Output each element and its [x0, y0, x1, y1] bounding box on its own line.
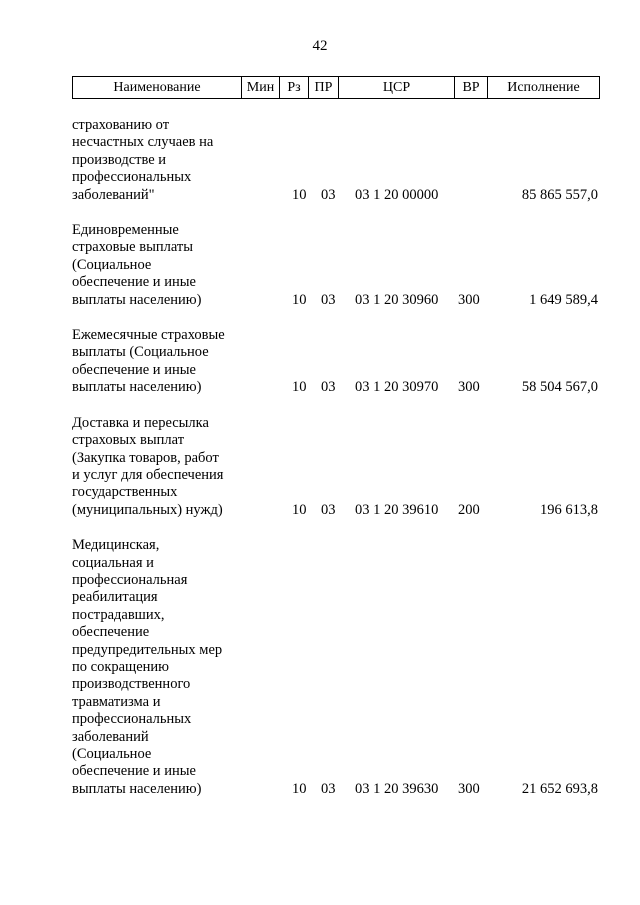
header-csr: ЦСР — [339, 77, 455, 98]
row-pr: 03 — [321, 186, 336, 203]
row-vr: 300 — [458, 379, 480, 396]
row-csr: 03 1 20 30970 — [355, 379, 439, 396]
row-rz: 10 — [292, 780, 307, 797]
table-body — [72, 117, 600, 816]
row-isp: 1 649 589,4 — [529, 291, 598, 308]
table-row — [72, 117, 600, 204]
row-pr: 03 — [321, 379, 336, 396]
table-header — [72, 76, 600, 99]
row-isp: 21 652 693,8 — [521, 780, 598, 797]
row-vr: 300 — [458, 291, 480, 308]
row-name: Единовременные страховые выплаты (Социальное обеспечение и иные выплаты населению) — [72, 222, 202, 308]
header-vr: ВР — [455, 77, 488, 98]
header-min: Мин — [242, 77, 280, 98]
row-pr: 03 — [321, 780, 336, 797]
header-name: Наименование — [73, 77, 242, 98]
row-csr: 03 1 20 39630 — [355, 780, 439, 797]
row-isp: 196 613,8 — [540, 501, 598, 518]
row-vr: 300 — [458, 780, 480, 797]
row-name: Доставка и пересылка страховых выплат (Закупка товаров, работ и услуг для обеспечения государственных (муниципальных) нужд) — [72, 414, 224, 518]
header-isp: Исполнение — [507, 79, 580, 95]
table-row — [72, 327, 600, 397]
row-rz: 10 — [292, 186, 307, 203]
row-pr: 03 — [321, 501, 336, 518]
row-rz: 10 — [292, 379, 307, 396]
row-name: Ежемесячные страховые выплаты (Социальное обеспечение и иные выплаты населению) — [72, 327, 225, 396]
row-rz: 10 — [292, 291, 307, 308]
header-pr: ПР — [309, 77, 339, 98]
row-name: страхованию от несчастных случаев на производстве и профессиональных заболеваний" — [72, 117, 214, 203]
row-csr: 03 1 20 30960 — [355, 291, 439, 308]
table-row — [72, 537, 600, 798]
row-pr: 03 — [321, 291, 336, 308]
row-isp: 85 865 557,0 — [521, 186, 598, 203]
table-row — [72, 222, 600, 309]
row-csr: 03 1 20 39610 — [355, 501, 439, 518]
row-name: Медицинская, социальная и профессиональная реабилитация пострадавших, обеспечение предупредительных мер по сокращению производственного травматизма и профессиональных заболеваний (Социальное обеспечение и иные выплаты населению) — [72, 537, 223, 797]
row-rz: 10 — [292, 501, 307, 518]
table-row — [72, 415, 600, 519]
row-isp: 58 504 567,0 — [521, 379, 598, 396]
row-csr: 03 1 20 00000 — [355, 186, 439, 203]
header-rz: Рз — [280, 77, 309, 98]
page-number: 42 — [312, 38, 328, 54]
row-vr: 200 — [458, 501, 480, 518]
